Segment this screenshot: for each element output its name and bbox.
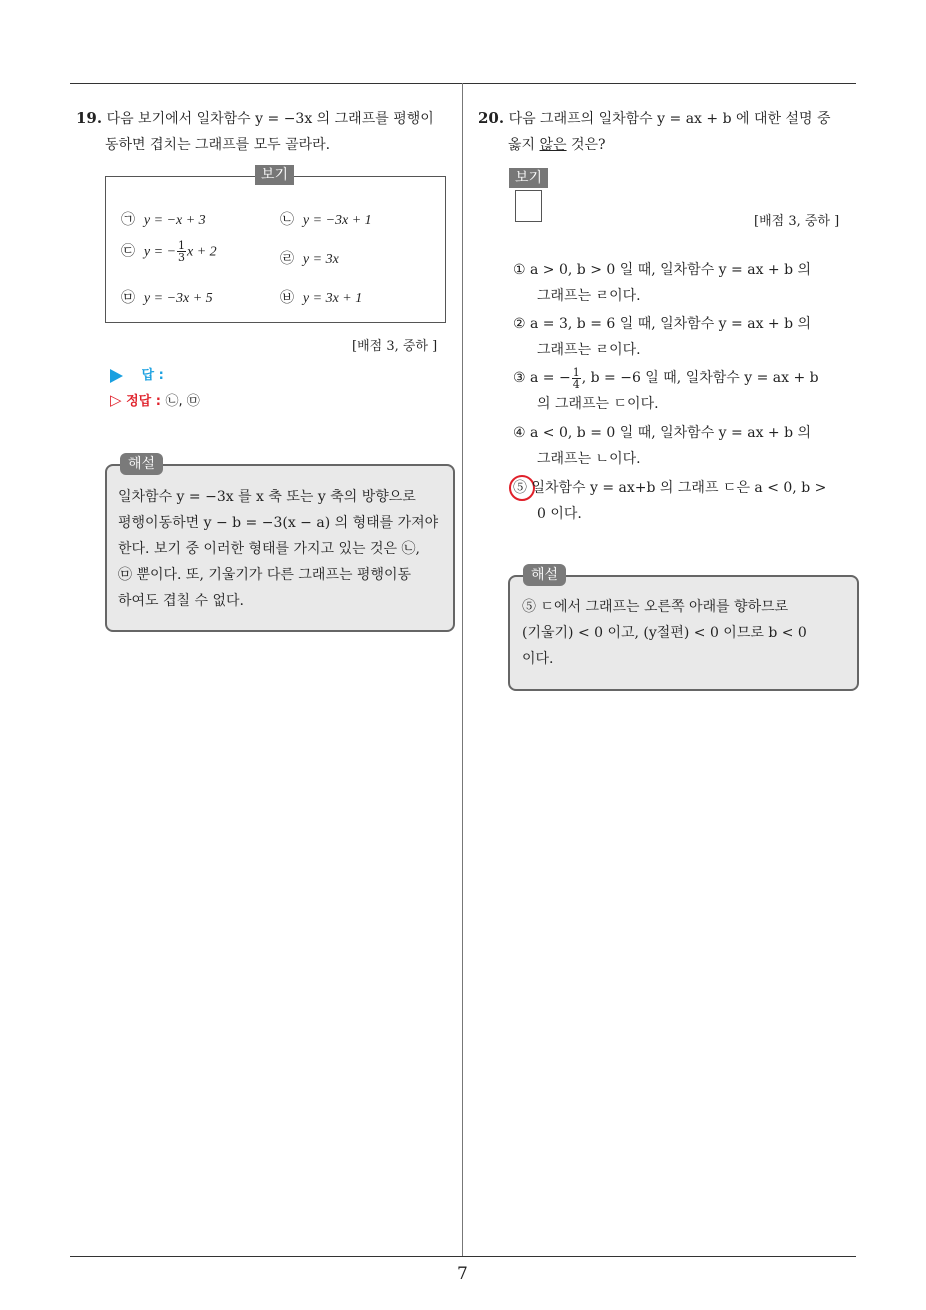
- q20-choice-3[interactable]: ③ a = − $\frac{1}{4}$ , b = −6 일 때, 일차함수 y = ax + b 의 그래프는 ㄷ이다.: [513, 365, 819, 412]
- q19-correct-label: 정답 :: [126, 394, 161, 409]
- q19-option-1: [121, 209, 206, 229]
- outline-arrow-icon: ▷: [110, 391, 122, 409]
- q19-option-5: [121, 287, 213, 307]
- expl-line: 일차함수 y = −3x 를 x 축 또는 y 축의 방향으로: [118, 489, 416, 505]
- q20-bogi-label: 보기: [509, 168, 548, 188]
- expl-line: ⑤ ㄷ에서 그래프는 오른쪽 아래를 향하므로: [522, 599, 789, 615]
- q19-number: 19.: [76, 109, 103, 127]
- q20-stem: [478, 105, 862, 158]
- q19-option-6: [280, 287, 362, 307]
- option-mark: ㉣: [280, 251, 294, 267]
- q19-option-3: [121, 240, 217, 263]
- option-text-pre: y = −: [143, 244, 177, 260]
- q19-correct-value: ㉡, ㉤: [165, 394, 200, 409]
- q20-choice-5[interactable]: ⑤ 일차함수 y = ax+b 의 그래프 ㄷ은 a < 0, b > 0 이다.: [513, 480, 827, 522]
- option-mark: ㉠: [121, 212, 135, 228]
- option-mark: ㉤: [121, 290, 135, 306]
- q19-score: [배점 3, 중하 ]: [352, 339, 438, 354]
- option-mark: ㉢: [121, 243, 135, 260]
- q20-graph-placeholder: [515, 190, 542, 222]
- fraction: $\frac{1}{3}$: [178, 239, 186, 264]
- q20-number: 20.: [478, 109, 505, 127]
- q19-explanation-text: [118, 484, 448, 614]
- expl-line: ㉤ 뿐이다. 또, 기울기가 다른 그래프는 평행이동: [118, 567, 412, 583]
- q19-stem: [76, 105, 460, 158]
- q19-line1: 다음 보기에서 일차함수 y = −3x 의 그래프를 평행이: [106, 111, 434, 127]
- fraction: $\frac{1}{4}$: [572, 365, 580, 391]
- expl-line: 평행이동하면 y − b = −3(x − a) 의 형태를 가져야: [118, 515, 439, 531]
- expl-line: 하여도 겹칠 수 없다.: [118, 593, 244, 609]
- q19-option-2: [280, 209, 372, 229]
- bottom-rule: [70, 1256, 856, 1257]
- expl-line: 한다. 보기 중 이러한 형태를 가지고 있는 것은 ㉡,: [118, 541, 420, 557]
- q19-line2: 동하면 겹치는 그래프를 모두 골라라.: [105, 137, 331, 153]
- q20-score: [배점 3, 중하 ]: [754, 214, 840, 229]
- q20-choice-1[interactable]: ① a > 0, b > 0 일 때, 일차함수 y = ax + b 의 그래프는 ㄹ이다.: [513, 262, 812, 304]
- q19-option-4: [280, 248, 339, 268]
- q19-explanation-label: 해설: [120, 453, 163, 475]
- q19-correct-row: [110, 390, 200, 409]
- option-text: y = −x + 3: [143, 213, 206, 228]
- q20-line1: 다음 그래프의 일차함수 y = ax + b 에 대한 설명 중: [508, 111, 831, 127]
- option-mark: ㉥: [280, 290, 294, 306]
- q20-choice-2[interactable]: ② a = 3, b = 6 일 때, 일차함수 y = ax + b 의 그래프는 ㄹ이다.: [513, 316, 812, 358]
- option-text-post: x + 2: [187, 244, 217, 260]
- q20-explanation-label: 해설: [523, 564, 566, 586]
- q19-answer-label: 답 :: [141, 368, 164, 383]
- q19-answer-row: [110, 364, 164, 383]
- expl-line: 이다.: [522, 651, 554, 667]
- top-rule: [70, 83, 856, 84]
- q20-explanation-text: [522, 594, 852, 672]
- expl-line: (기울기) < 0 이고, (y절편) < 0 이므로 b < 0: [522, 625, 807, 641]
- option-text: y = −3x + 5: [143, 291, 213, 306]
- option-mark: ㉡: [280, 212, 294, 228]
- play-arrow-icon: [110, 369, 123, 383]
- q20-choice-4[interactable]: ④ a < 0, b = 0 일 때, 일차함수 y = ax + b 의 그래프는 ㄴ이다.: [513, 425, 812, 467]
- option-text: y = −3x + 1: [302, 213, 372, 228]
- page-number: 7: [457, 1264, 468, 1284]
- option-text: y = 3x: [302, 252, 339, 267]
- option-text: y = 3x + 1: [302, 291, 363, 306]
- column-divider: [462, 83, 463, 1257]
- q19-bogi-label: 보기: [255, 165, 294, 185]
- q20-line2: 옳지 않은 것은?: [508, 137, 606, 153]
